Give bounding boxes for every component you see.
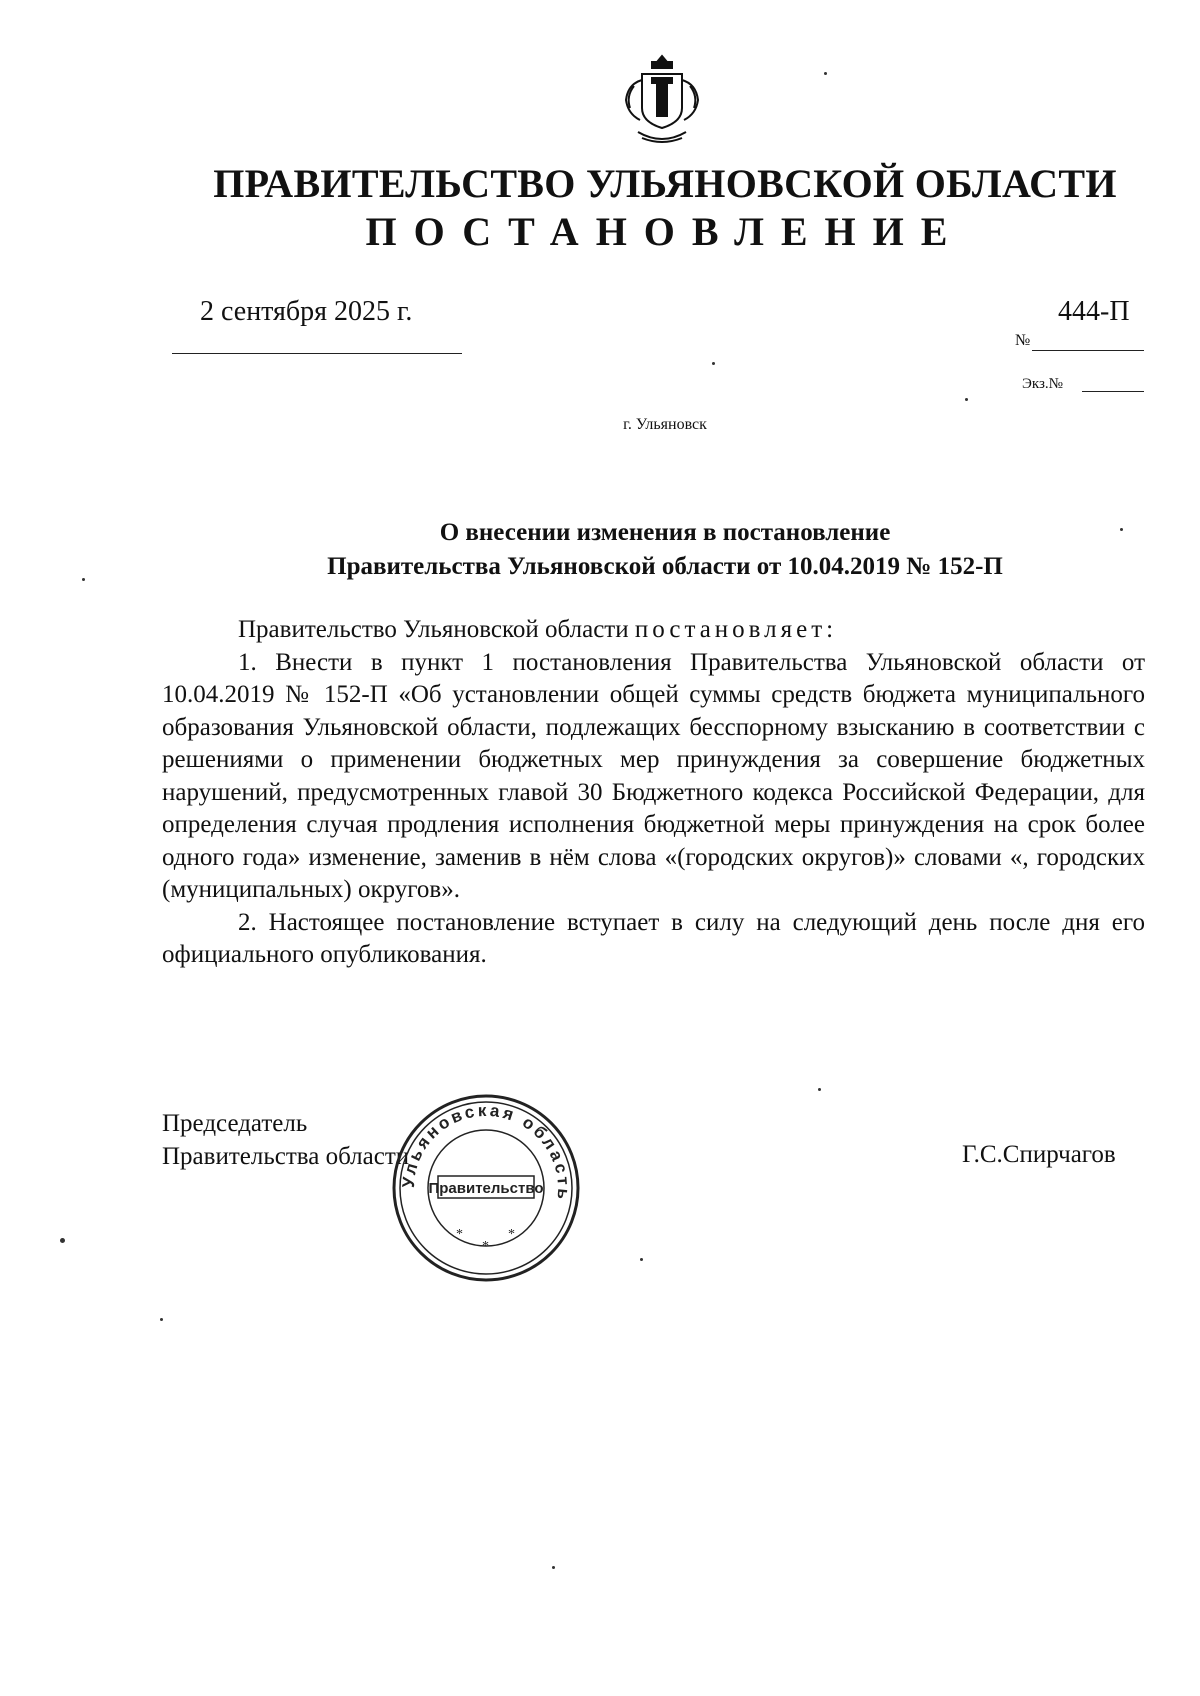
scan-speck	[965, 398, 968, 401]
document-subject	[200, 516, 1130, 584]
document-type-title: ПОСТАНОВЛЕНИЕ	[365, 209, 965, 254]
scan-speck	[712, 362, 715, 365]
organization-title: ПРАВИТЕЛЬСТВО УЛЬЯНОВСКОЙ ОБЛАСТИ	[213, 161, 1117, 206]
signer-title	[162, 1108, 409, 1173]
seal-center-text: Правительство	[428, 1180, 544, 1197]
number-underline	[1032, 350, 1144, 351]
subject-line-1: О внесении изменения в постановление	[439, 519, 891, 546]
scan-speck	[160, 1318, 163, 1321]
copy-number-underline	[1082, 391, 1144, 392]
document-number: 444-П	[1058, 296, 1130, 327]
intro-verb: постановляет:	[634, 616, 838, 643]
seal-star-icon: *	[482, 1239, 489, 1254]
scan-speck	[82, 578, 85, 581]
signer-title-line-1: Председатель	[162, 1110, 308, 1137]
seal-star-icon: *	[508, 1227, 515, 1242]
scan-speck	[1120, 528, 1123, 531]
scan-speck	[818, 1088, 821, 1091]
intro-paragraph	[162, 614, 1145, 647]
scan-speck	[824, 72, 827, 75]
date-underline	[172, 353, 462, 354]
subject-line-2: Правительства Ульяновской области от 10.04.2019 № 152-П	[327, 553, 1003, 580]
item-2-paragraph: 2. Настоящее постановление вступает в силу на следующий день после дня его официального опубликования.	[162, 908, 1145, 968]
seal-star-icon: *	[456, 1227, 463, 1242]
intro-prefix: Правительство Ульяновской области	[238, 616, 635, 643]
signer-title-line-2: Правительства области	[162, 1142, 410, 1170]
scan-speck	[552, 1566, 555, 1569]
scan-speck	[640, 1258, 643, 1261]
copy-number-label: Экз.№	[1022, 376, 1063, 392]
document-date: 2 сентября 2025 г.	[200, 296, 413, 327]
coat-of-arms-icon	[612, 50, 712, 150]
official-seal	[386, 1088, 586, 1288]
scan-speck	[60, 1238, 65, 1243]
signer-name: Г.С.Спирчагов	[962, 1141, 1116, 1168]
document-body	[162, 614, 1145, 972]
seal-ring-text: Ульяновская область	[398, 1100, 574, 1203]
number-label: №	[1015, 332, 1031, 349]
city-label: г. Ульяновск	[623, 416, 707, 433]
item-1-paragraph: 1. Внести в пункт 1 постановления Правительства Ульяновской области от 10.04.2019 № 152-П «Об установлении общей суммы средств бюджета муниципального образования Ульяновской области, подлежащих бесспорному взысканию в соответствии с решениями о применении бюджетных мер принуждения за совершение бюджетных нарушений, предусмотренных главой 30 Бюджетного кодекса Российской Федерации, для определения случая продления исполнения бюджетной меры принуждения на срок более одного года» изменение, заменив в нём слова «(городских округов)» словами «, городских (муниципальных) округов».	[162, 648, 1145, 903]
